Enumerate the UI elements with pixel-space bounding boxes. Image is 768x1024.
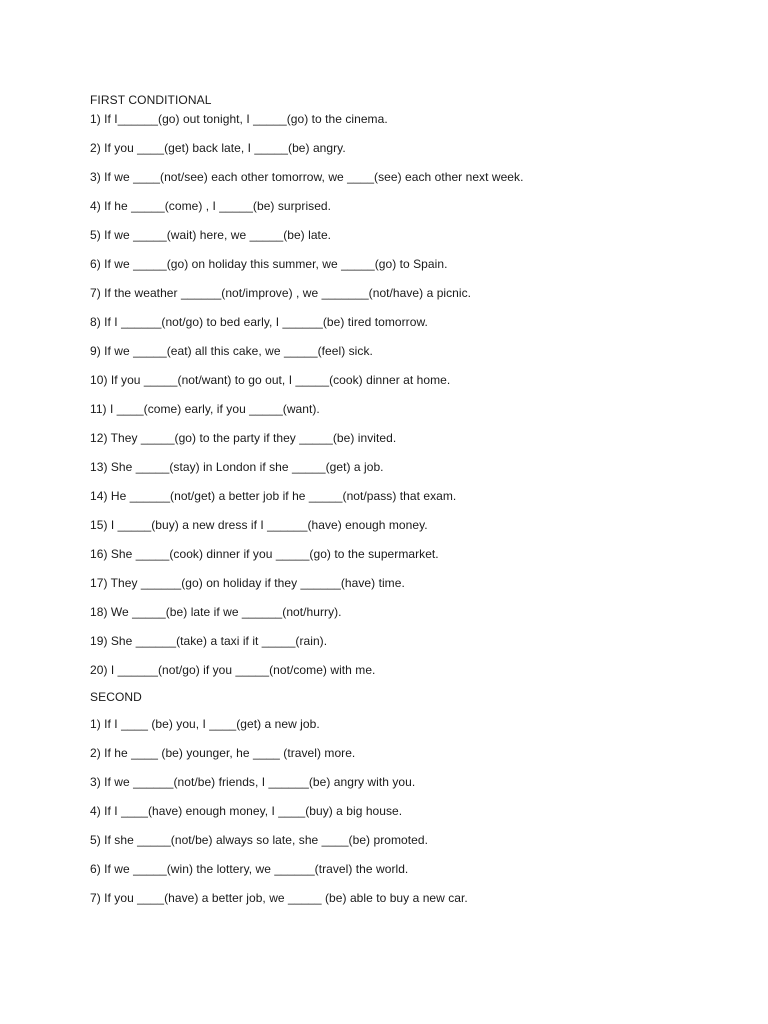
exercise-first-10: 10) If you _____(not/want) to go out, I _____(cook) dinner at home.	[90, 373, 451, 387]
exercise-first-15: 15) I _____(buy) a new dress if I ______(have) enough money.	[90, 518, 428, 532]
exercise-first-16: 16) She _____(cook) dinner if you _____(go) to the supermarket.	[90, 547, 439, 561]
exercise-first-8: 8) If I ______(not/go) to bed early, I ______(be) tired tomorrow.	[90, 315, 428, 329]
exercise-first-18: 18) We _____(be) late if we ______(not/hurry).	[90, 605, 342, 619]
exercise-first-9: 9) If we _____(eat) all this cake, we _____(feel) sick.	[90, 344, 373, 358]
exercise-second-1: 1) If I ____ (be) you, I ____(get) a new job.	[90, 717, 320, 731]
exercise-first-6: 6) If we _____(go) on holiday this summer, we _____(go) to Spain.	[90, 257, 448, 271]
exercise-first-19: 19) She ______(take) a taxi if it _____(rain).	[90, 634, 328, 648]
worksheet	[90, 92, 730, 919]
exercise-second-2: 2) If he ____ (be) younger, he ____ (travel) more.	[90, 746, 356, 760]
exercise-first-2: 2) If you ____(get) back late, I _____(be) angry.	[90, 141, 346, 155]
exercise-second-7: 7) If you ____(have) a better job, we _____ (be) able to buy a new car.	[90, 891, 468, 905]
exercise-first-1: 1) If I______(go) out tonight, I _____(go) to the cinema.	[90, 112, 388, 126]
exercise-second-5: 5) If she _____(not/be) always so late, she ____(be) promoted.	[90, 833, 428, 847]
exercise-first-12: 12) They _____(go) to the party if they _____(be) invited.	[90, 431, 397, 445]
exercise-first-7: 7) If the weather ______(not/improve) , we _______(not/have) a picnic.	[90, 286, 472, 300]
first-conditional-title: FIRST CONDITIONAL	[90, 93, 212, 107]
exercise-second-4: 4) If I ____(have) enough money, I ____(buy) a big house.	[90, 804, 403, 818]
exercise-first-5: 5) If we _____(wait) here, we _____(be) late.	[90, 228, 332, 242]
exercise-first-14: 14) He ______(not/get) a better job if he _____(not/pass) that exam.	[90, 489, 457, 503]
exercise-first-13: 13) She _____(stay) in London if she _____(get) a job.	[90, 460, 384, 474]
exercise-first-4: 4) If he _____(come) , I _____(be) surprised.	[90, 199, 332, 213]
exercise-first-17: 17) They ______(go) on holiday if they ______(have) time.	[90, 576, 405, 590]
exercise-first-3: 3) If we ____(not/see) each other tomorrow, we ____(see) each other next week.	[90, 170, 524, 184]
exercise-first-11: 11) I ____(come) early, if you _____(want).	[90, 402, 320, 416]
exercise-second-3: 3) If we ______(not/be) friends, I ______(be) angry with you.	[90, 775, 416, 789]
exercise-first-20: 20) I ______(not/go) if you _____(not/come) with me.	[90, 663, 376, 677]
second-conditional-title: SECOND	[90, 690, 142, 704]
exercise-second-6: 6) If we _____(win) the lottery, we ______(travel) the world.	[90, 862, 409, 876]
